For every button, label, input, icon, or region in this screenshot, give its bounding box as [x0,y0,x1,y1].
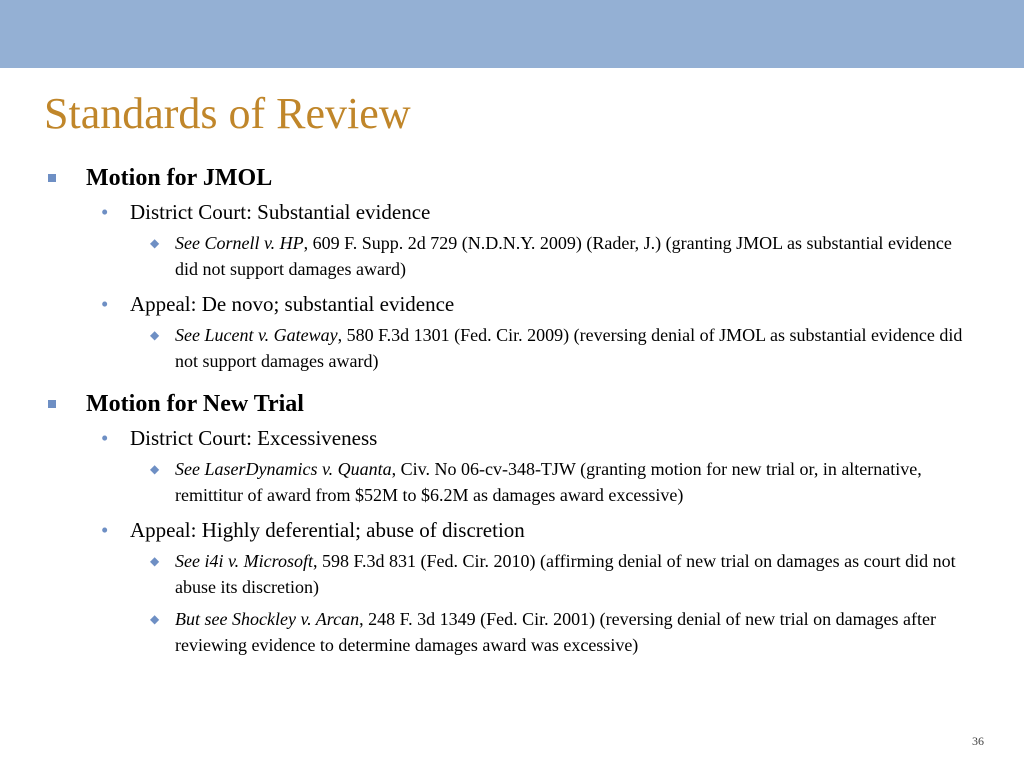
bullet-level2 [0,516,1024,544]
slide-title: Standards of Review [44,89,411,138]
square-bullet-icon [48,174,56,182]
case-citation: , Civ. No 06-cv-348-TJW (granting motion for new trial or, in alternative, remittitur of award from $52M to $6.2M as damages award excessive) [175,459,922,505]
case-citation: , 580 F.3d 1301 (Fed. Cir. 2009) (reversing denial of JMOL as substantial evidence did not support damages award) [175,325,963,371]
standard-label: District Court: Excessiveness [130,426,378,450]
diamond-bullet-icon: ◆ [150,462,160,476]
diamond-bullet-icon: ◆ [150,612,160,626]
bullet-level2 [0,424,1024,452]
bullet-level1 [0,162,1024,194]
section-heading: Motion for New Trial [86,391,304,417]
diamond-bullet-icon: ◆ [150,236,160,250]
dot-bullet-icon: • [101,200,109,224]
case-name: See Lucent v. Gateway [175,325,338,345]
header-band [0,0,1024,68]
case-citation: , 609 F. Supp. 2d 729 (N.D.N.Y. 2009) (Rader, J.) (granting JMOL as substantial evidence did not support damages award) [175,233,952,279]
standard-label: Appeal: Highly deferential; abuse of discretion [130,518,525,542]
bullet-level3 [0,548,1024,600]
standard-label: Appeal: De novo; substantial evidence [130,292,455,316]
bullet-level3 [0,322,1024,374]
section-heading: Motion for JMOL [86,165,273,191]
case-citation: , 248 F. 3d 1349 (Fed. Cir. 2001) (reversing denial of new trial on damages after reviewing evidence to determine damages award was excessive) [175,609,937,655]
page-number: 36 [972,734,984,748]
dot-bullet-icon: • [101,426,109,450]
case-name: See i4i v. Microsoft [175,551,313,571]
slide-body [0,162,1024,658]
bullet-level1 [0,388,1024,420]
diamond-bullet-icon: ◆ [150,554,160,568]
dot-bullet-icon: • [101,518,109,542]
case-name: But see Shockley v. Arcan [175,609,360,629]
case-name: See LaserDynamics v. Quanta [175,459,392,479]
bullet-level3 [0,230,1024,282]
diamond-bullet-icon: ◆ [150,328,160,342]
bullet-level2 [0,198,1024,226]
bullet-level2 [0,290,1024,318]
case-name: See Cornell v. HP [175,233,304,253]
bullet-level3 [0,456,1024,508]
dot-bullet-icon: • [101,292,109,316]
square-bullet-icon [48,400,56,408]
case-citation: , 598 F.3d 831 (Fed. Cir. 2010) (affirming denial of new trial on damages as court did not abuse its discretion) [175,551,956,597]
standard-label: District Court: Substantial evidence [130,200,431,224]
bullet-level3 [0,606,1024,658]
